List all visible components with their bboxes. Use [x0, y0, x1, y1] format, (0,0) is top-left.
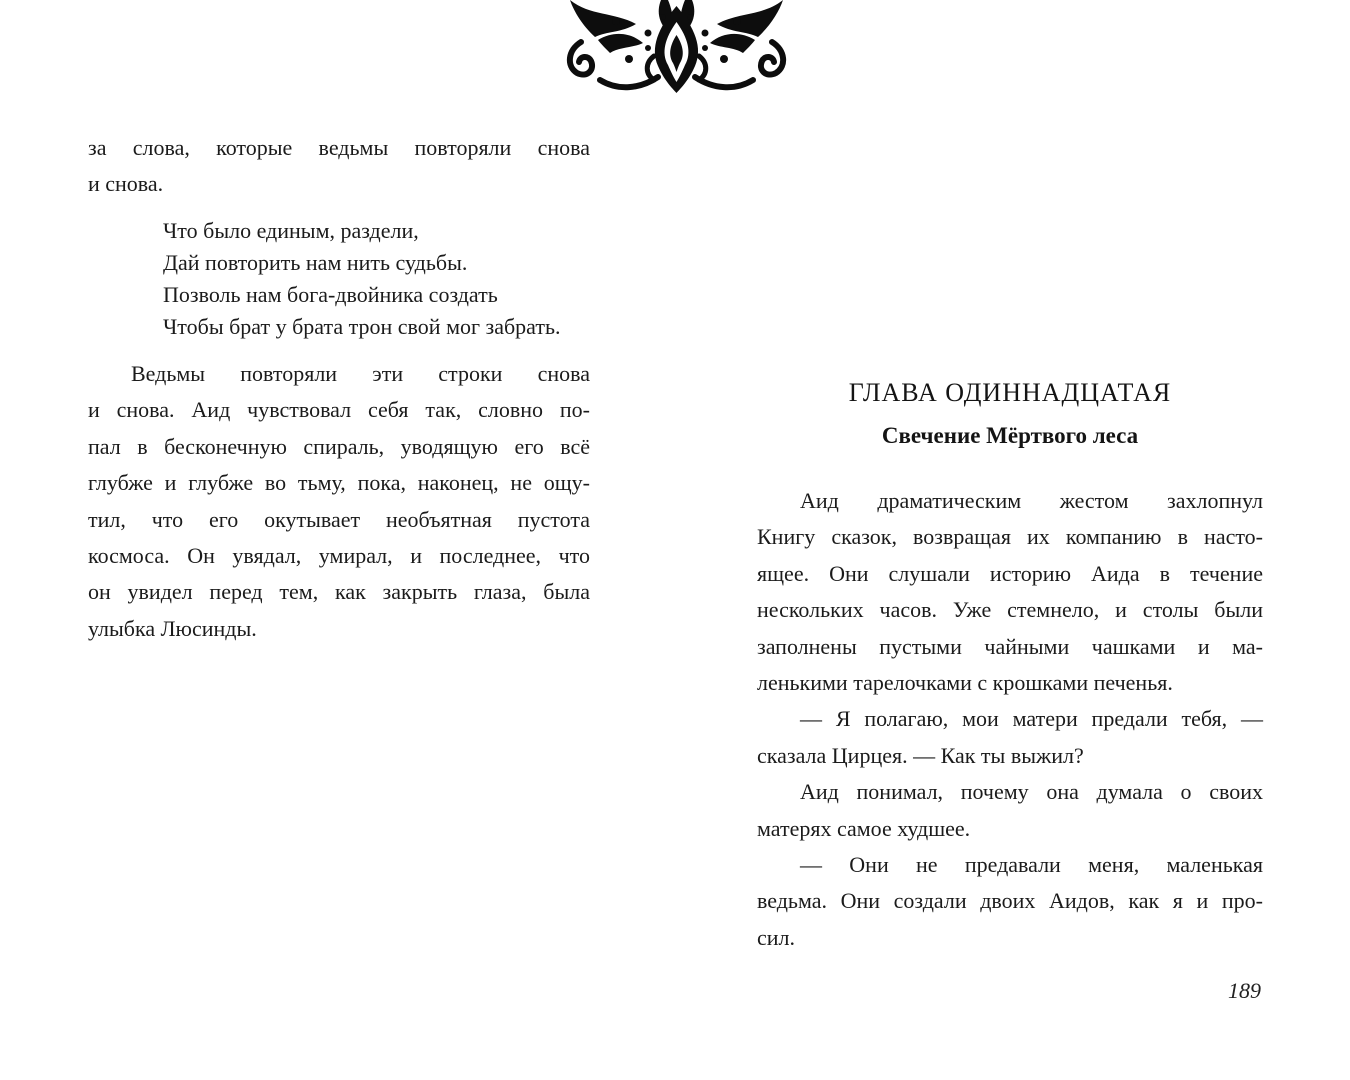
paragraph — [757, 483, 1263, 701]
text-line: за слова, которые ведьмы повторяли снова — [88, 135, 590, 160]
chapter-subtitle: Свечение Мёртвого леса — [881, 423, 1139, 448]
text-line: Дай повторить нам нить судьбы. — [163, 250, 468, 275]
right-page — [757, 0, 1263, 1080]
verse-block — [163, 215, 590, 343]
text-line: Что было единым, раздели, — [163, 218, 419, 243]
text-line: глубже и глубже во тьму, пока, наконец, не ощу- — [88, 470, 590, 496]
text-line: нескольких часов. Уже стемнело, и столы были — [757, 597, 1263, 623]
text-line: пал в бесконечную спираль, уводящую его всё — [88, 433, 590, 459]
text-line: — Они не предавали меня, маленькая — [800, 852, 1263, 878]
text-line: ведьма. Они создали двоих Аидов, как я и про- — [757, 888, 1263, 914]
text-line: Чтобы брат у брата трон свой мог забрать. — [163, 314, 561, 339]
text-line: и снова. — [88, 171, 164, 197]
paragraph-continuation — [88, 130, 590, 203]
text-line: Книгу сказок, возвращая их компанию в насто- — [757, 524, 1263, 550]
chapter-title: ГЛАВА ОДИННАДЦАТАЯ — [848, 378, 1172, 407]
text-line: улыбка Люсинды. — [88, 615, 257, 641]
text-line: он увидел перед тем, как закрыть глаза, была — [88, 579, 590, 605]
text-line: заполнены пустыми чайными чашками и ма- — [757, 633, 1263, 659]
text-line: матерях самое худшее. — [757, 815, 971, 841]
text-line: Аид драматическим жестом захлопнул — [800, 488, 1263, 513]
text-line: и снова. Аид чувствовал себя так, словно по- — [88, 397, 590, 423]
text-line: сказала Цирцея. — Как ты выжил? — [757, 742, 1084, 768]
dialogue-paragraph — [757, 701, 1263, 774]
text-line: Ведьмы повторяли эти строки снова — [131, 361, 590, 386]
dialogue-paragraph — [757, 847, 1263, 956]
paragraph — [757, 774, 1263, 847]
chapter-body — [757, 483, 1263, 956]
paragraph-main — [88, 356, 590, 647]
text-line: Аид понимал, почему она думала о своих — [800, 779, 1263, 805]
text-line: тил, что его окутывает необъятная пустота — [88, 506, 590, 532]
text-line: — Я полагаю, мои матери предали тебя, — — [800, 706, 1263, 732]
text-line: космоса. Он увядал, умирал, и последнее, что — [88, 543, 590, 569]
page-number: 189 — [1228, 978, 1261, 1003]
text-line: сил. — [757, 924, 796, 950]
text-line: ленькими тарелочками с крошками печенья. — [757, 670, 1173, 696]
text-line: ящее. Они слушали историю Аида в течение — [757, 560, 1263, 586]
left-page — [88, 0, 590, 1080]
text-line: Позволь нам бога-двойника создать — [163, 282, 498, 307]
damask-flourish-icon — [564, 0, 789, 95]
